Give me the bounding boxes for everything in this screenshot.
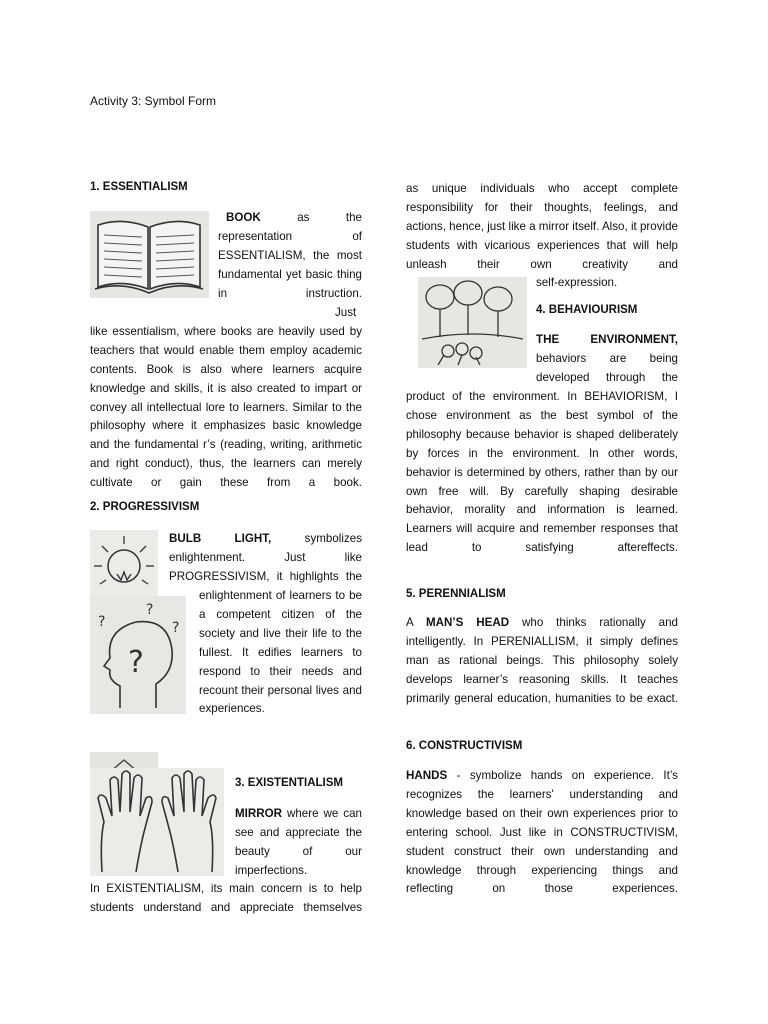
essentialism-body: Just like essentialism, where books are heavily used by teachers that would enable them employ academic contents. Book is also where learners acquire knowledge and skills, it is also created to impart or convey all intellectual lore to learners. Similar to the philosophy where it emphasizes basic knowledge and the fundamental r’s (reading, writing, arithmetic and right conduct), thus, the learners can merely cultivate or gain these from a book.	[90, 306, 362, 490]
constructivism-keyword: HANDS	[406, 769, 448, 782]
svg-text:?: ?	[146, 602, 154, 618]
page-title: Activity 3: Symbol Form	[90, 94, 217, 108]
existentialism-heading: 3. EXISTENTIALISM	[235, 777, 343, 789]
svg-text:?: ?	[172, 620, 180, 636]
constructivism-body-text: - symbolize hands on experience. It’s recognizes the learners' understanding and knowledge based on their own experiences prior to entering school. Just like in CONSTRUCTIVISM, student construct their own understanding and knowledge through experiencing things and reflecting on those experiences.	[406, 769, 678, 896]
head-image	[90, 596, 186, 714]
mans-head-icon	[90, 596, 186, 714]
perennialism-body-text: who thinks rationally and intelligently. In PERENIALLISM, it simply defines man as rational beings. This philosophy solely develops learner’s reasoning skills. It teaches primarily general education, humanities to be exact.	[406, 616, 678, 705]
bulb-image	[90, 530, 158, 598]
perennialism-prefix: A	[406, 616, 414, 629]
constructivism-body	[406, 767, 678, 918]
hands-image	[90, 768, 224, 876]
constructivism-heading: 6. CONSTRUCTIVISM	[406, 740, 523, 752]
behaviourism-lead-text: behaviors are being developed through the	[536, 351, 678, 384]
existentialism-lead-text: where we can see and appreciate the beauty of our imperfections.	[235, 807, 362, 877]
progressivism-heading: 2. PROGRESSIVISM	[90, 501, 200, 513]
behaviourism-heading: 4. BEHAVIOURISM	[536, 304, 638, 316]
behaviourism-keyword: THE ENVIRONMENT,	[536, 333, 678, 346]
hands-icon	[90, 768, 224, 876]
existentialism-continued-end: self-expression.	[536, 276, 618, 289]
perennialism-body	[406, 614, 678, 727]
perennialism-keyword: MAN’S HEAD	[426, 616, 510, 629]
environment-image	[418, 277, 527, 368]
svg-text:?: ?	[128, 645, 144, 680]
essentialism-lead-text: as the representation of ESSENTIALISM, the most fundamental yet basic thing in instruction.	[218, 211, 362, 300]
behaviourism-body: product of the environment. In BEHAVIORISM, I chose environment as the best symbol of the philosophy because behavior is shaped deliberately by forces in the environment. In other words, behavior is determined by others, rather than by our own free will. By carefully shaping desirable behavior, morality and information is learned. Learners will acquire and remember responses that lead to satisfying aftereffects.	[406, 390, 678, 555]
existentialism-keyword: MIRROR	[235, 807, 283, 820]
progressivism-body: enlightenment of learners to be a competent citizen of the society and live their life to the fullest. It edifies learners to respond to their needs and recount their personal lives and experiences.	[199, 589, 362, 716]
light-bulb-icon	[90, 530, 158, 598]
svg-text:?: ?	[98, 614, 106, 630]
perennialism-heading: 5. PERENNIALISM	[406, 588, 506, 600]
progressivism-lead-text: symbolizes enlightenment. Just like PROGRESSIVISM, it highlights the	[169, 532, 362, 583]
essentialism-heading: 1. ESSENTIALISM	[90, 181, 188, 193]
open-book-icon	[90, 211, 209, 298]
progressivism-keyword: BULB LIGHT,	[169, 532, 272, 545]
essentialism-keyword: BOOK	[226, 211, 261, 224]
environment-icon	[418, 277, 527, 368]
book-image	[90, 211, 209, 298]
existentialism-body: In EXISTENTIALISM, its main concern is to help students understand and appreciate themselves	[90, 882, 362, 914]
existentialism-continued: as unique individuals who accept complete responsibility for their thoughts, feelings, and actions, hence, just like a mirror itself. Also, it provide students with vicarious experiences that will help unleash their own creativity and	[406, 182, 678, 271]
